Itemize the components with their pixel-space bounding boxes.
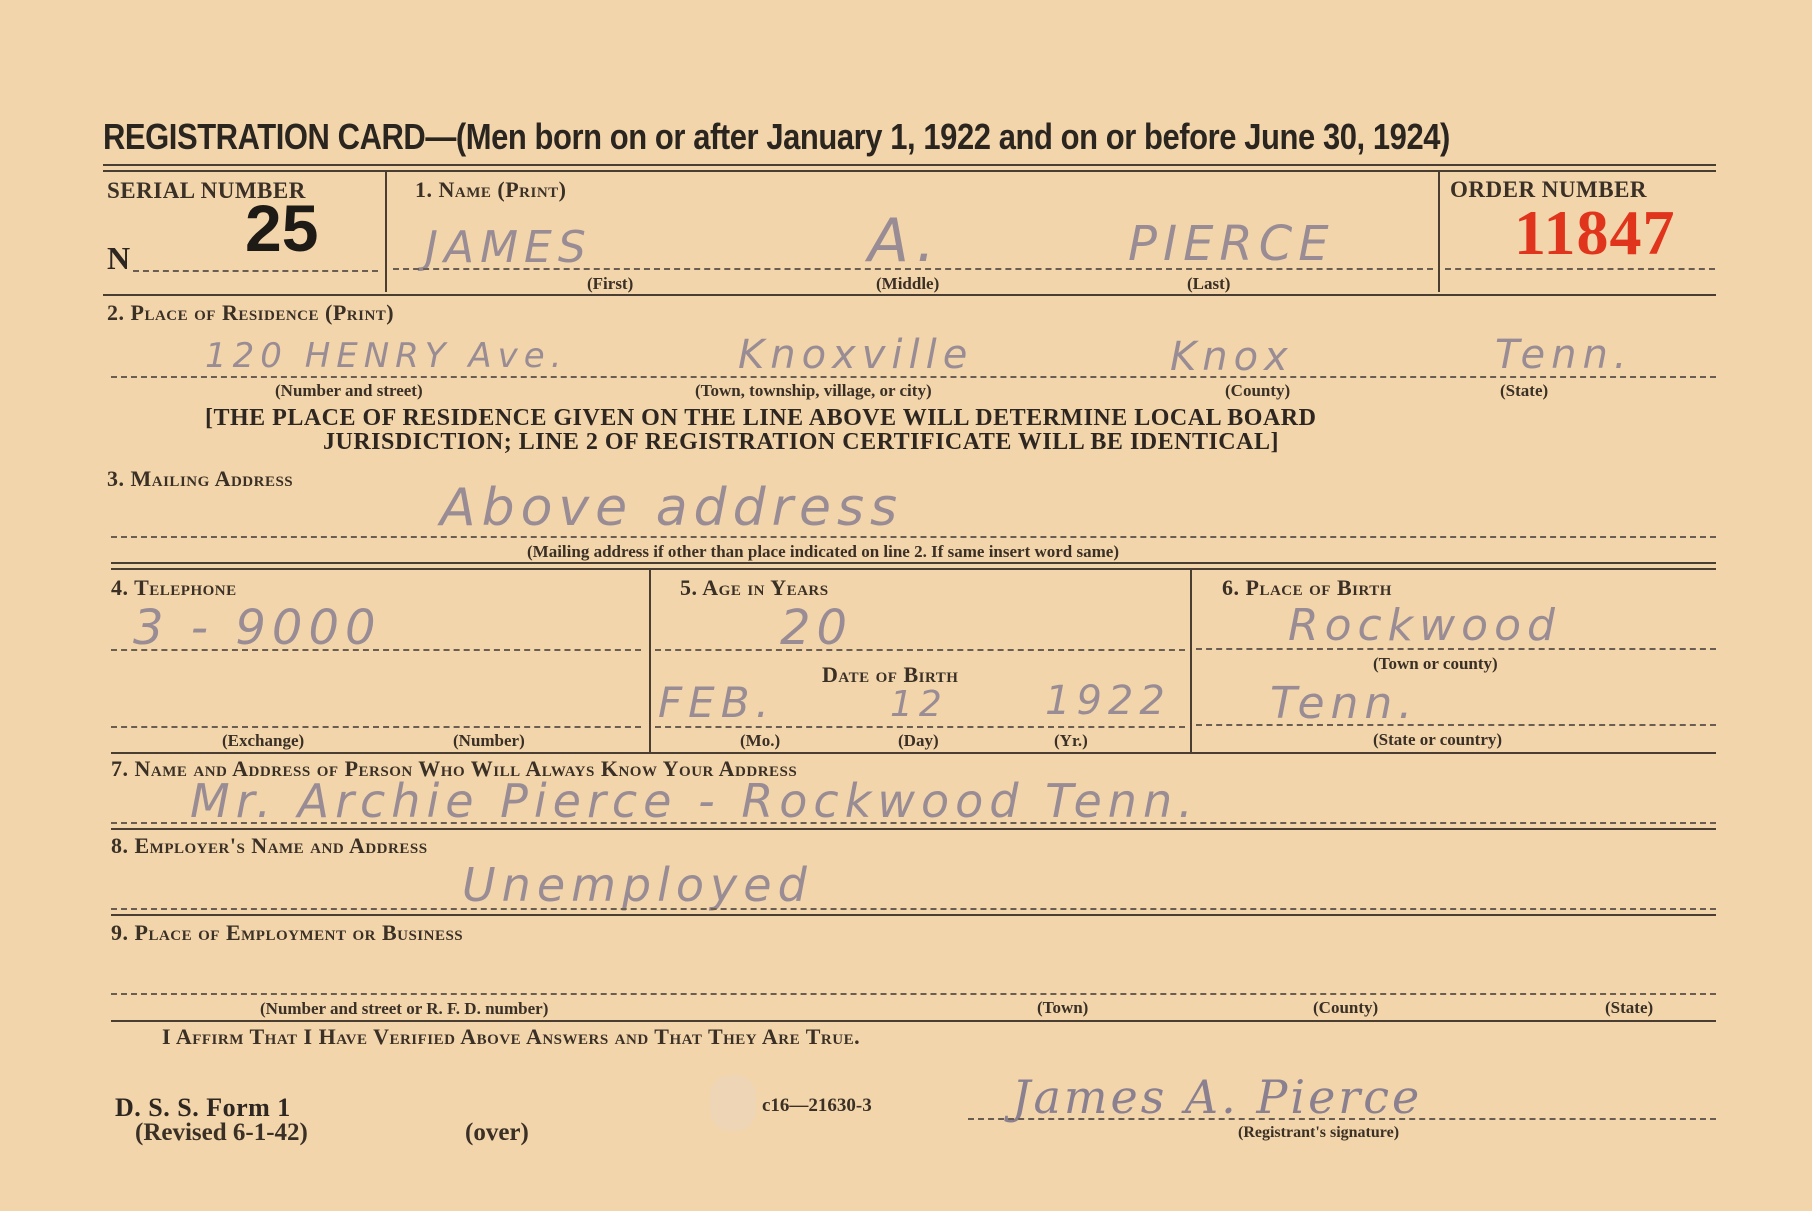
dob-line bbox=[655, 726, 1185, 728]
dob-year-caption: (Yr.) bbox=[1054, 731, 1088, 750]
row-rule bbox=[111, 562, 1716, 564]
telephone-number-caption: (Number) bbox=[453, 731, 525, 750]
age-label: 5. Age in Years bbox=[680, 575, 829, 600]
residence-notice-2: JURISDICTION; LINE 2 OF REGISTRATION CERTIFICATE WILL BE IDENTICAL] bbox=[323, 429, 1279, 455]
residence-town: Knoxville bbox=[738, 332, 974, 378]
residence-street-caption: (Number and street) bbox=[275, 381, 423, 400]
residence-county-caption: (County) bbox=[1225, 381, 1291, 400]
birthplace-town-caption: (Town or county) bbox=[1373, 654, 1498, 673]
residence-line bbox=[111, 376, 1716, 378]
dob-day-caption: (Day) bbox=[898, 731, 939, 750]
affirmation: I Affirm That I Have Verified Above Answers and That They Are True. bbox=[162, 1024, 861, 1049]
employment-street-caption: (Number and street or R. F. D. number) bbox=[260, 999, 549, 1018]
contact-value: Mr. Archie Pierce - Rockwood Tenn. bbox=[190, 774, 1199, 828]
dob-month: FEB. bbox=[658, 678, 775, 727]
over-note: (over) bbox=[465, 1119, 529, 1146]
title-rule-2 bbox=[103, 170, 1716, 172]
residence-street: 120 HENRY Ave. bbox=[205, 336, 568, 376]
signature-caption: (Registrant's signature) bbox=[1238, 1124, 1400, 1141]
residence-state: Tenn. bbox=[1495, 332, 1633, 378]
mailing-address: Above address bbox=[440, 478, 904, 538]
mailing-caption: (Mailing address if other than place indicated on line 2. If same insert word same) bbox=[527, 542, 1119, 561]
name-last: PIERCE bbox=[1128, 216, 1335, 272]
order-line bbox=[1445, 268, 1715, 270]
row-rule-2 bbox=[111, 568, 1716, 570]
order-label: ORDER NUMBER bbox=[1450, 177, 1648, 202]
signature-line bbox=[968, 1118, 1716, 1120]
residence-notice-1: [THE PLACE OF RESIDENCE GIVEN ON THE LINE ABOVE WILL DETERMINE LOCAL BOARD bbox=[205, 405, 1317, 431]
row-rule bbox=[111, 828, 1716, 830]
dob-label: Date of Birth bbox=[822, 662, 959, 687]
employment-state-caption: (State) bbox=[1605, 998, 1654, 1017]
employment-place-line bbox=[111, 993, 1716, 995]
employer-label: 8. Employer's Name and Address bbox=[111, 833, 428, 858]
birthplace-state-line bbox=[1196, 724, 1716, 726]
name-line bbox=[393, 268, 1433, 270]
employment-place-label: 9. Place of Employment or Business bbox=[111, 920, 464, 945]
name-first: JAMES bbox=[425, 222, 592, 273]
print-code: c16—21630-3 bbox=[762, 1095, 872, 1116]
row-rule bbox=[111, 914, 1716, 916]
form-revised: (Revised 6-1-42) bbox=[135, 1119, 308, 1146]
name-label: 1. Name (Print) bbox=[415, 177, 567, 202]
birthplace-town-line bbox=[1196, 648, 1716, 650]
employment-town-caption: (Town) bbox=[1037, 998, 1089, 1017]
title-rule bbox=[103, 164, 1716, 166]
divider bbox=[1190, 570, 1192, 752]
age-value: 20 bbox=[780, 600, 854, 656]
residence-label: 2. Place of Residence (Print) bbox=[107, 300, 395, 325]
divider bbox=[385, 172, 387, 292]
employment-county-caption: (County) bbox=[1313, 998, 1379, 1017]
row-rule bbox=[111, 1020, 1716, 1022]
birthplace-state: Tenn. bbox=[1270, 678, 1419, 729]
card-title: REGISTRATION CARD—(Men born on or after January 1, 1922 and on or before June 30, 1924) bbox=[103, 116, 1450, 157]
serial-line bbox=[133, 270, 378, 272]
residence-town-caption: (Town, township, village, or city) bbox=[695, 381, 932, 400]
age-line bbox=[655, 649, 1185, 651]
residence-state-caption: (State) bbox=[1500, 381, 1549, 400]
serial-number: 25 bbox=[245, 191, 319, 265]
mailing-line bbox=[111, 536, 1716, 538]
name-last-caption: (Last) bbox=[1187, 274, 1231, 293]
employer-value: Unemployed bbox=[462, 858, 813, 912]
telephone-value: 3 - 9000 bbox=[133, 600, 382, 656]
registrant-signature: James A. Pierce bbox=[1012, 1070, 1423, 1124]
birthplace-label: 6. Place of Birth bbox=[1222, 575, 1392, 600]
telephone-line-2 bbox=[111, 726, 641, 728]
mailing-label: 3. Mailing Address bbox=[107, 466, 294, 491]
form-number: D. S. S. Form 1 bbox=[115, 1093, 291, 1122]
order-number: 11847 bbox=[1514, 197, 1676, 268]
stamp-mark bbox=[710, 1075, 756, 1131]
contact-label: 7. Name and Address of Person Who Will Always Know Your Address bbox=[111, 756, 798, 781]
row-rule bbox=[111, 752, 1716, 754]
name-first-caption: (First) bbox=[587, 274, 634, 293]
contact-line bbox=[111, 822, 1716, 824]
employer-line bbox=[111, 908, 1716, 910]
name-middle: A. bbox=[868, 206, 942, 276]
serial-label: SERIAL NUMBER bbox=[107, 178, 306, 203]
dob-day: 12 bbox=[890, 684, 948, 725]
residence-county: Knox bbox=[1170, 334, 1294, 380]
telephone-line-1 bbox=[111, 649, 641, 651]
telephone-exchange-caption: (Exchange) bbox=[222, 731, 305, 750]
birthplace-town: Rockwood bbox=[1288, 600, 1561, 651]
divider bbox=[649, 570, 651, 752]
row-rule bbox=[103, 294, 1716, 296]
dob-month-caption: (Mo.) bbox=[740, 731, 781, 750]
telephone-label: 4. Telephone bbox=[111, 575, 237, 600]
dob-year: 1922 bbox=[1045, 678, 1171, 724]
divider bbox=[1438, 172, 1440, 292]
serial-prefix: N bbox=[107, 240, 131, 276]
name-middle-caption: (Middle) bbox=[876, 274, 940, 293]
birthplace-state-caption: (State or country) bbox=[1373, 730, 1503, 749]
